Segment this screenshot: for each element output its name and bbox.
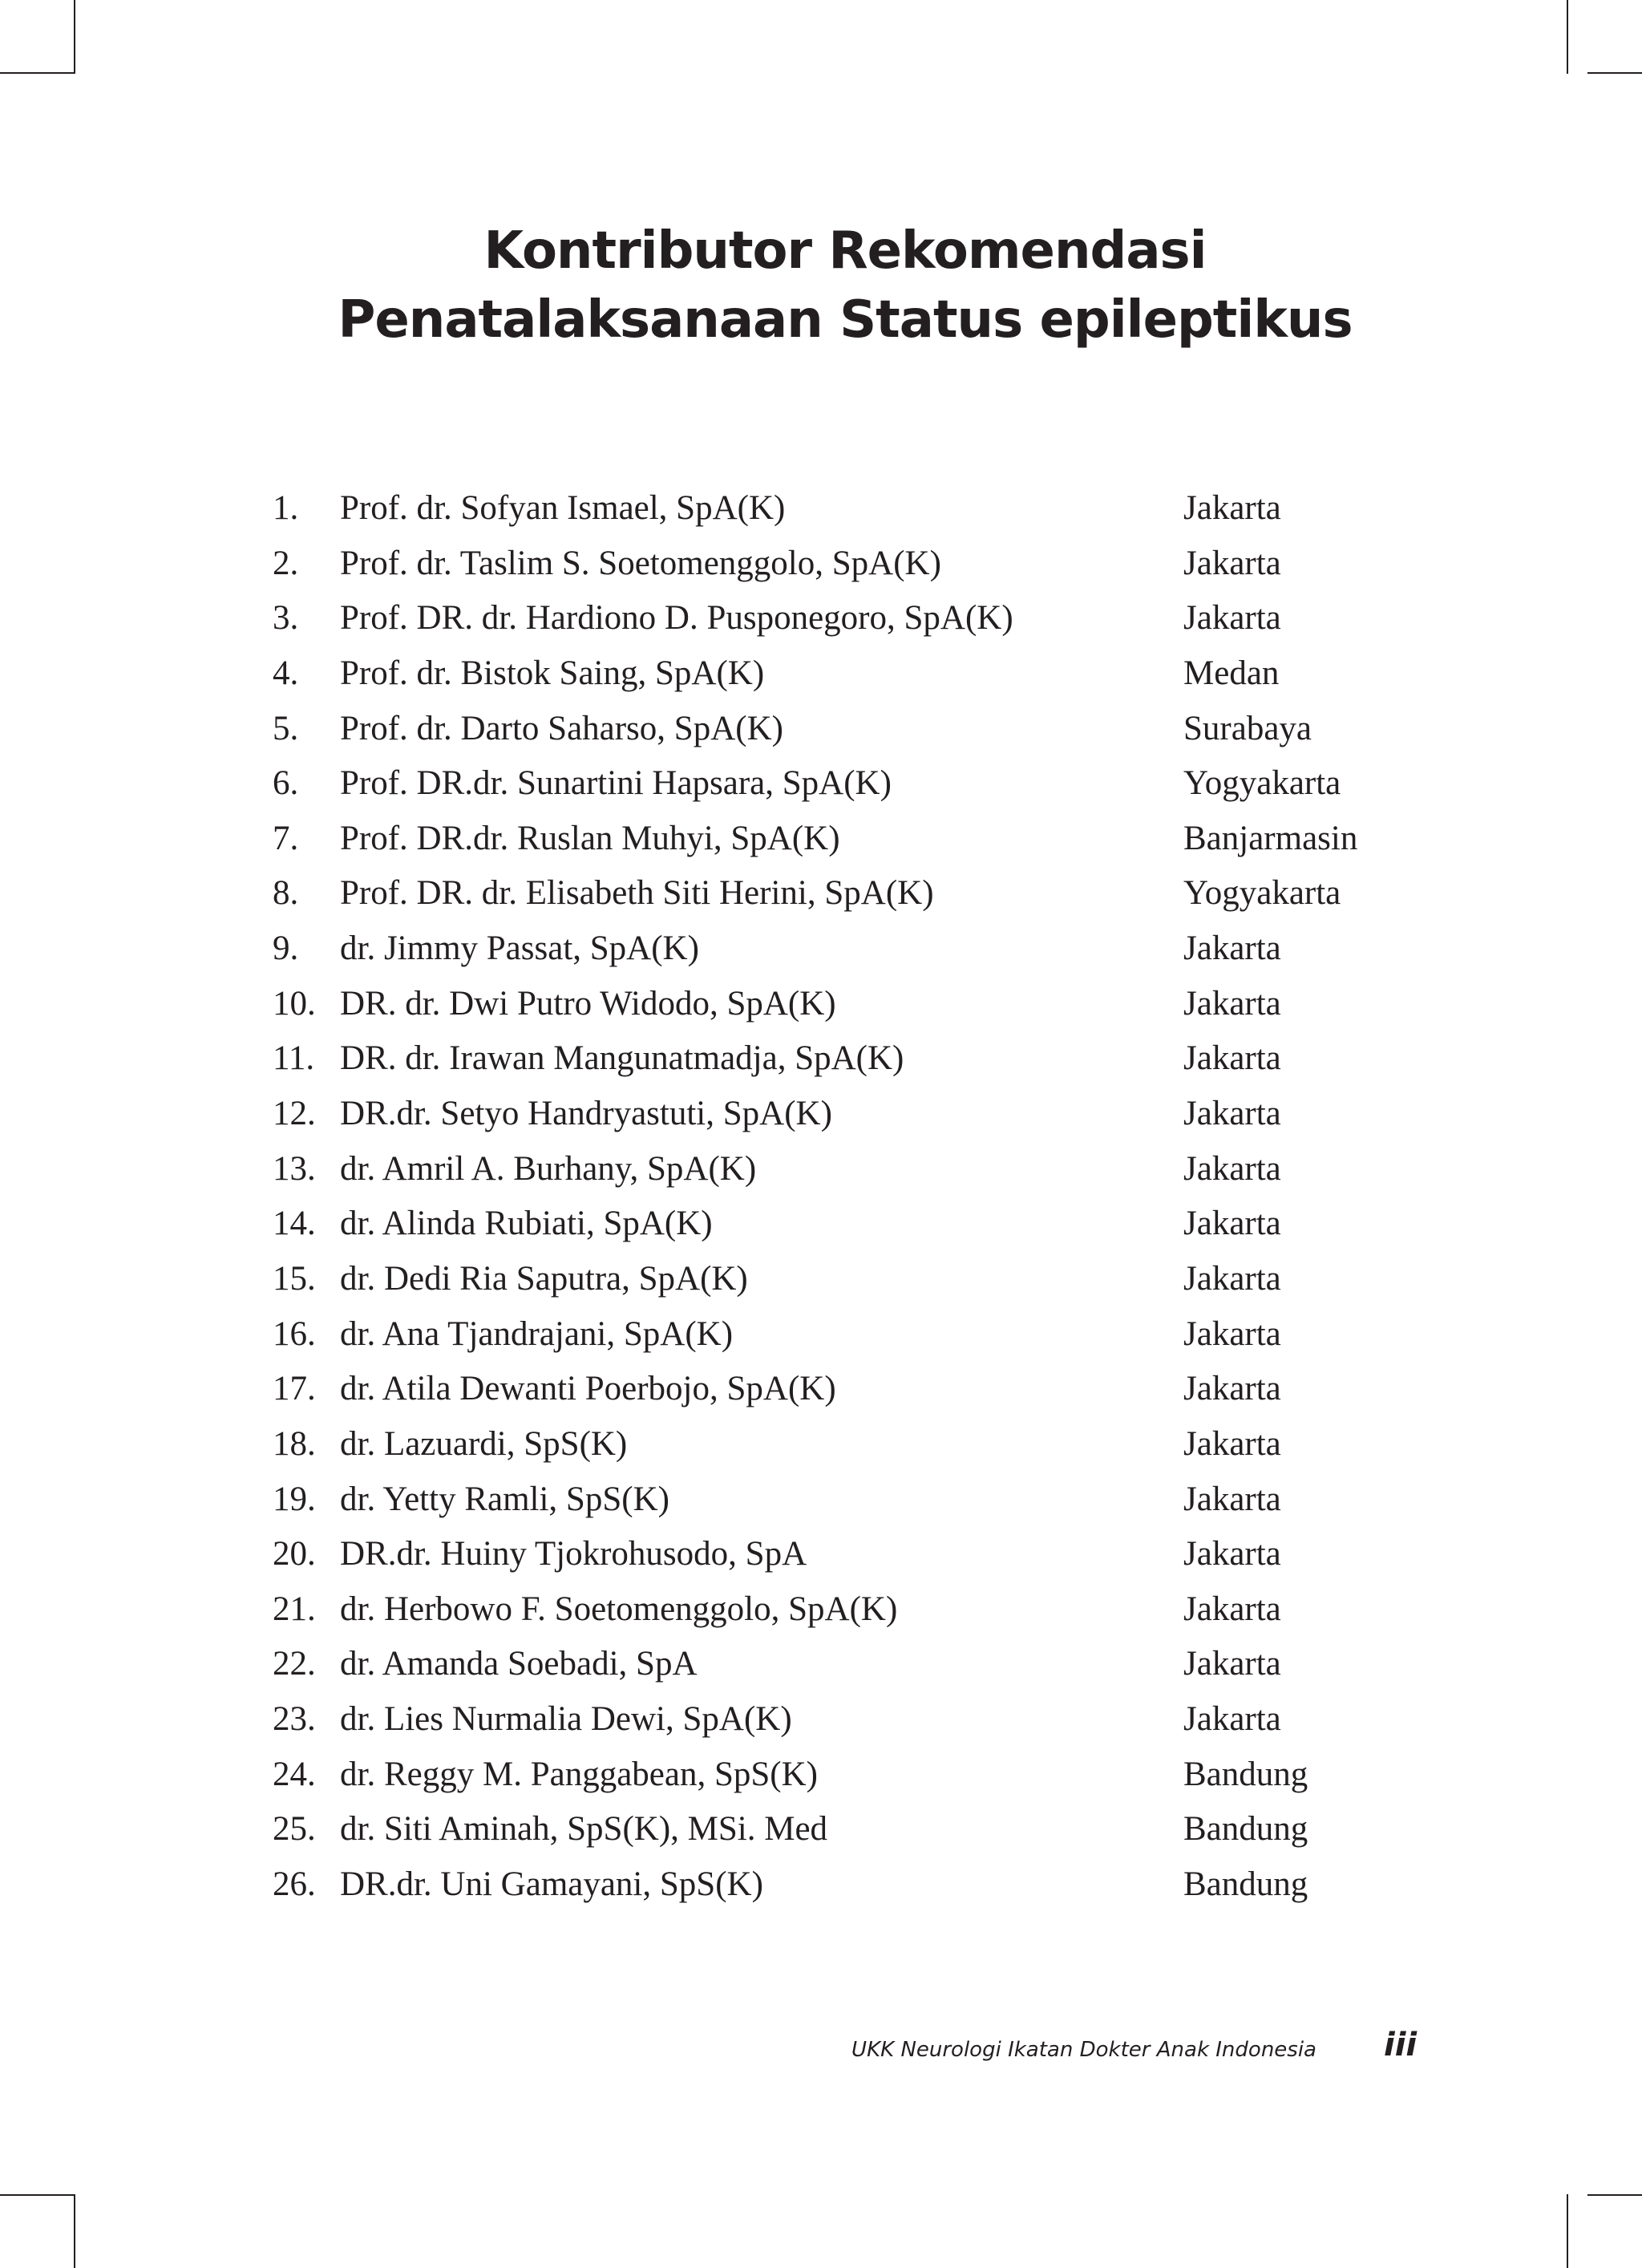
contributor-name: Prof. DR. dr. Elisabeth Siti Herini, SpA(K): [340, 874, 934, 913]
list-item: [0, 1362, 1642, 1417]
contributor-city: Jakarta: [1183, 489, 1281, 527]
contributor-number: 16.: [273, 1314, 316, 1353]
page-title-line-1: Kontributor Rekomendasi: [483, 221, 1207, 281]
contributor-name: Prof. DR.dr. Sunartini Hapsara, SpA(K): [340, 764, 892, 803]
contributor-city: Jakarta: [1183, 1424, 1281, 1463]
contributor-number: 18.: [273, 1424, 316, 1463]
crop-mark: [1567, 2194, 1568, 2268]
crop-mark: [74, 2194, 75, 2268]
contributor-name: dr. Amril A. Burhany, SpA(K): [340, 1149, 757, 1188]
contributor-number: 8.: [273, 874, 299, 913]
contributor-number: 22.: [273, 1645, 316, 1683]
contributor-name: DR.dr. Setyo Handryastuti, SpA(K): [340, 1095, 832, 1133]
contributor-name: DR.dr. Uni Gamayani, SpS(K): [340, 1865, 763, 1904]
list-item: [0, 537, 1642, 592]
crop-mark: [0, 72, 74, 74]
list-item: [0, 977, 1642, 1032]
contributor-city: Jakarta: [1183, 1205, 1281, 1243]
contributor-name: dr. Ana Tjandrajani, SpA(K): [340, 1314, 734, 1353]
contributor-city: Jakarta: [1183, 544, 1281, 582]
list-item: [0, 1197, 1642, 1252]
list-item: [0, 812, 1642, 867]
contributor-number: 24.: [273, 1755, 316, 1793]
list-item: [0, 1692, 1642, 1748]
contributor-number: 1.: [273, 489, 299, 527]
contributor-name: DR. dr. Dwi Putro Widodo, SpA(K): [340, 984, 836, 1023]
list-item: [0, 481, 1642, 537]
list-item: [0, 1748, 1642, 1803]
contributor-name: dr. Siti Aminah, SpS(K), MSi. Med: [340, 1810, 828, 1849]
contributor-number: 5.: [273, 709, 299, 747]
contributor-name: dr. Lies Nurmalia Dewi, SpA(K): [340, 1700, 792, 1739]
page-title-line-2: Penatalaksanaan Status epileptikus: [338, 290, 1353, 350]
crop-mark: [1587, 72, 1642, 74]
contributor-number: 20.: [273, 1535, 316, 1573]
list-item: [0, 1802, 1642, 1857]
list-item: [0, 646, 1642, 702]
contributor-city: Jakarta: [1183, 1700, 1281, 1739]
contributor-city: Jakarta: [1183, 984, 1281, 1023]
contributor-city: Bandung: [1183, 1865, 1308, 1904]
list-item: [0, 1142, 1642, 1197]
page-title: [0, 217, 1642, 354]
contributor-name: dr. Amanda Soebadi, SpA: [340, 1645, 698, 1683]
contributor-city: Bandung: [1183, 1755, 1308, 1793]
contributor-list: [0, 481, 1642, 1913]
contributor-number: 25.: [273, 1810, 316, 1849]
contributor-number: 2.: [273, 544, 299, 582]
contributor-city: Yogyakarta: [1183, 764, 1341, 803]
list-item: [0, 1252, 1642, 1307]
contributor-name: Prof. DR. dr. Hardiono D. Pusponegoro, SpA(K): [340, 599, 1013, 638]
contributor-name: dr. Atila Dewanti Poerbojo, SpA(K): [340, 1370, 836, 1408]
contributor-name: DR. dr. Irawan Mangunatmadja, SpA(K): [340, 1039, 904, 1078]
contributor-number: 11.: [273, 1039, 315, 1078]
page-number: iii: [1384, 2027, 1418, 2063]
contributor-city: Medan: [1183, 654, 1280, 692]
list-item: [0, 756, 1642, 812]
contributor-city: Jakarta: [1183, 1645, 1281, 1683]
contributor-number: 17.: [273, 1370, 316, 1408]
list-item: [0, 866, 1642, 921]
crop-mark: [74, 0, 75, 74]
list-item: [0, 1307, 1642, 1363]
contributor-number: 13.: [273, 1149, 316, 1188]
contributor-city: Jakarta: [1183, 1039, 1281, 1078]
contributor-number: 21.: [273, 1590, 316, 1628]
contributor-city: Surabaya: [1183, 709, 1312, 747]
list-item: [0, 1857, 1642, 1913]
contributor-number: 9.: [273, 929, 299, 968]
contributor-name: Prof. dr. Darto Saharso, SpA(K): [340, 709, 783, 747]
crop-mark: [1587, 2194, 1642, 2196]
contributor-city: Jakarta: [1183, 1480, 1281, 1518]
list-item: [0, 1527, 1642, 1582]
contributor-name: DR.dr. Huiny Tjokrohusodo, SpA: [340, 1535, 807, 1573]
contributor-number: 12.: [273, 1095, 316, 1133]
contributor-number: 3.: [273, 599, 299, 638]
contributor-number: 6.: [273, 764, 299, 803]
contributor-number: 4.: [273, 654, 299, 692]
contributor-city: Jakarta: [1183, 1149, 1281, 1188]
contributor-name: dr. Jimmy Passat, SpA(K): [340, 929, 699, 968]
contributor-city: Jakarta: [1183, 1590, 1281, 1628]
contributor-name: dr. Yetty Ramli, SpS(K): [340, 1480, 669, 1518]
contributor-city: Jakarta: [1183, 1314, 1281, 1353]
contributor-name: dr. Lazuardi, SpS(K): [340, 1424, 628, 1463]
contributor-name: dr. Alinda Rubiati, SpA(K): [340, 1205, 713, 1243]
contributor-city: Jakarta: [1183, 1259, 1281, 1298]
contributor-city: Yogyakarta: [1183, 874, 1341, 913]
list-item: [0, 1087, 1642, 1142]
contributor-city: Bandung: [1183, 1810, 1308, 1849]
contributor-number: 10.: [273, 984, 316, 1023]
contributor-number: 7.: [273, 819, 299, 857]
contributor-number: 23.: [273, 1700, 316, 1739]
contributor-number: 15.: [273, 1259, 316, 1298]
contributor-name: dr. Reggy M. Panggabean, SpS(K): [340, 1755, 818, 1793]
contributor-city: Jakarta: [1183, 599, 1281, 638]
contributor-name: dr. Dedi Ria Saputra, SpA(K): [340, 1259, 748, 1298]
contributor-city: Jakarta: [1183, 1095, 1281, 1133]
list-item: [0, 702, 1642, 757]
contributor-name: Prof. dr. Taslim S. Soetomenggolo, SpA(K): [340, 544, 941, 582]
list-item: [0, 921, 1642, 977]
crop-mark: [1567, 0, 1568, 74]
contributor-city: Banjarmasin: [1183, 819, 1358, 857]
contributor-city: Jakarta: [1183, 929, 1281, 968]
contributor-number: 14.: [273, 1205, 316, 1243]
footer-text: UKK Neurologi Ikatan Dokter Anak Indonesia: [851, 2038, 1316, 2062]
contributor-city: Jakarta: [1183, 1370, 1281, 1408]
crop-mark: [0, 2194, 74, 2196]
list-item: [0, 1472, 1642, 1528]
contributor-name: Prof. DR.dr. Ruslan Muhyi, SpA(K): [340, 819, 840, 857]
list-item: [0, 1637, 1642, 1692]
list-item: [0, 1582, 1642, 1638]
list-item: [0, 1417, 1642, 1472]
list-item: [0, 1031, 1642, 1087]
contributor-name: dr. Herbowo F. Soetomenggolo, SpA(K): [340, 1590, 898, 1628]
contributor-number: 19.: [273, 1480, 316, 1518]
contributor-city: Jakarta: [1183, 1535, 1281, 1573]
contributor-name: Prof. dr. Bistok Saing, SpA(K): [340, 654, 765, 692]
contributor-number: 26.: [273, 1865, 316, 1904]
list-item: [0, 591, 1642, 646]
contributor-name: Prof. dr. Sofyan Ismael, SpA(K): [340, 489, 786, 527]
